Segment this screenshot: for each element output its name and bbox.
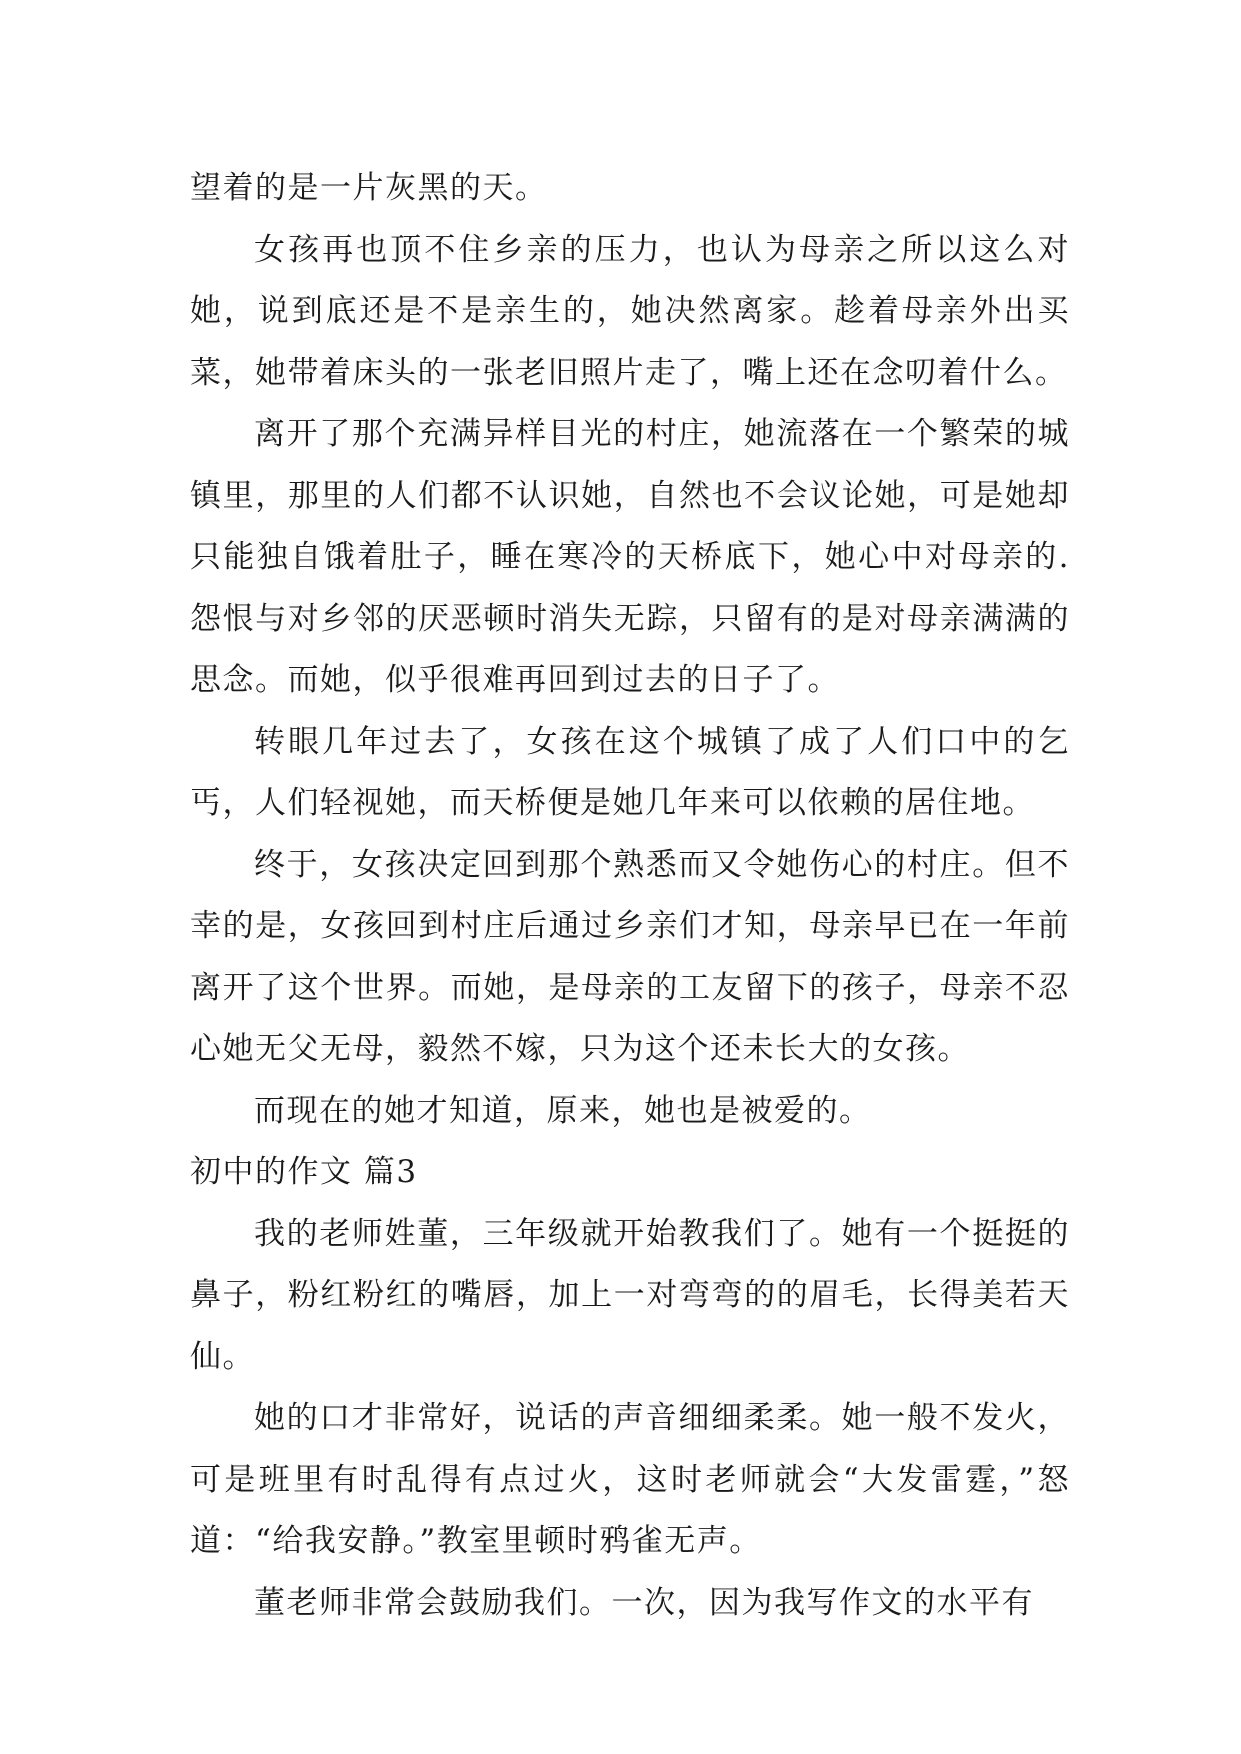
- paragraph: 终于，女孩决定回到那个熟悉而又令她伤心的村庄。但不幸的是，女孩回到村庄后通过乡亲们才知，母亲早已在一年前离开了这个世界。而她，是母亲的工友留下的孩子，母亲不忍心她无父无母，毅然不嫁，只为这个还未长大的女孩。: [190, 846, 1070, 1067]
- paragraph: 她的口才非常好，说话的声音细细柔柔。她一般不发火，可是班里有时乱得有点过火，这时老师就会“大发雷霆，”怒道：“给我安静。”教室里顿时鸦雀无声。: [190, 1400, 1070, 1559]
- paragraph: 女孩再也顶不住乡亲的压力，也认为母亲之所以这么对她，说到底还是不是亲生的，她决然离家。趁着母亲外出买菜，她带着床头的一张老旧照片走了，嘴上还在念叨着什么。: [190, 231, 1070, 391]
- paragraph: 董老师非常会鼓励我们。一次，因为我写作文的水平有: [254, 1584, 1034, 1621]
- paragraph: 转眼几年过去了，女孩在这个城镇了成了人们口中的乞丐，人们轻视她，而天桥便是她几年来可以依赖的居住地。: [190, 723, 1070, 821]
- section-heading: 初中的作文 篇3: [190, 1154, 418, 1190]
- document-body: [190, 158, 1070, 1634]
- paragraph: 我的老师姓董，三年级就开始教我们了。她有一个挺挺的鼻子，粉红粉红的嘴唇，加上一对弯弯的的眉毛，长得美若天仙。: [190, 1215, 1070, 1375]
- paragraph: 离开了那个充满异样目光的村庄，她流落在一个繁荣的城镇里，那里的人们都不认识她，自然也不会议论她，可是她却只能独自饿着肚子，睡在寒冷的天桥底下，她心中对母亲的.怨恨与对乡邻的厌恶顿时消失无踪，只留有的是对母亲满满的思念。而她，似乎很难再回到过去的日子了。: [190, 416, 1070, 698]
- paragraph-continuation: 望着的是一片灰黑的天。: [190, 170, 548, 206]
- paragraph: 而现在的她才知道，原来，她也是被爱的。: [254, 1092, 872, 1129]
